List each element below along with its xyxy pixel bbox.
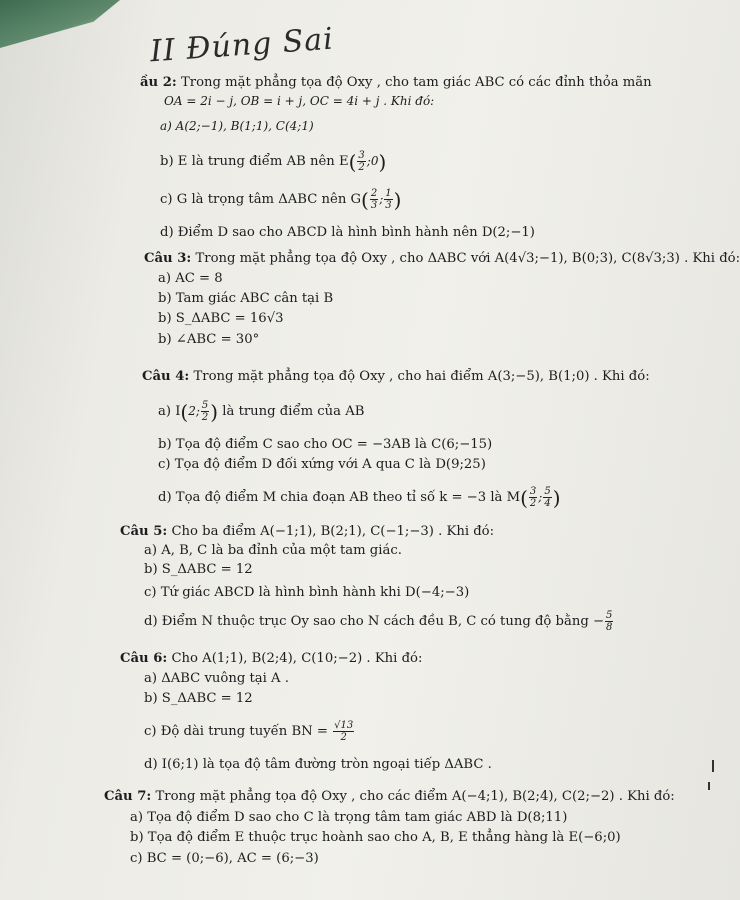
- q7-title: Câu 7:: [104, 789, 152, 804]
- q2-c-fraction-1: $\frac{2}{3}$: [370, 188, 378, 211]
- q2-option-b-text: b) E là trung điểm AB nên E: [160, 154, 349, 169]
- q4-header: [142, 368, 650, 386]
- q7-option-b: b) Tọa độ điểm E thuộc trục hoành sao cho A, B, E thẳng hàng là E(−6;0): [130, 830, 621, 845]
- q7-option-c: c) BC = (0;−6), AC = (6;−3): [130, 851, 319, 866]
- q4-d-fraction-1: $\frac{3}{2}$: [529, 486, 537, 509]
- q7-stem: Trong mặt phẳng tọa độ Oxy , cho các điểm A(−4;1), B(2;4), C(2;−2) . Khi đó:: [155, 789, 675, 804]
- q5-option-d: [144, 610, 614, 633]
- q5-title: Câu 5:: [120, 524, 168, 539]
- q3-stem: Trong mặt phẳng tọa độ Oxy , cho ΔABC với A(4√3;−1), B(0;3), C(8√3;3) . Khi đó:: [195, 251, 740, 266]
- q6-c-fraction: $\frac{√13}{2}$: [334, 720, 354, 743]
- q2-option-c: c) G là trọng tâm ΔABC nên G( $\frac{2}{3}$ ; $\frac{1}{3}$ ): [160, 188, 402, 212]
- q6-option-a: a) ΔABC vuông tại A .: [144, 671, 289, 686]
- q2-option-c-text: c) G là trọng tâm ΔABC nên G: [160, 192, 362, 207]
- q2-title: ầu 2:: [140, 75, 177, 90]
- margin-mark: [712, 760, 714, 772]
- q4-a-fraction: $\frac{5}{2}$: [201, 400, 209, 423]
- q2-option-b: b) E là trung điểm AB nên E( $\frac{3}{2}$ ;0): [160, 150, 387, 174]
- q4-stem: Trong mặt phẳng tọa độ Oxy , cho hai điểm A(3;−5), B(1;0) . Khi đó:: [193, 369, 650, 384]
- q3-option-d: b) ∠ABC = 30°: [158, 332, 260, 347]
- q4-option-d-pre: d) Tọa độ điểm M chia đoạn AB theo tỉ số k = −3 là M: [158, 490, 521, 505]
- q6-header: [120, 650, 422, 668]
- q6-option-c-pre: c) Độ dài trung tuyến BN =: [144, 724, 328, 739]
- q3-option-a: a) AC = 8: [158, 271, 223, 286]
- q3-option-b: b) Tam giác ABC cân tại B: [158, 291, 334, 306]
- q3-header: [144, 250, 740, 268]
- q3-option-c: b) S_ΔABC = 16√3: [158, 311, 284, 326]
- q6-stem: Cho A(1;1), B(2;4), C(10;−2) . Khi đó:: [171, 651, 423, 666]
- q7-header: [104, 788, 675, 806]
- q5-stem: Cho ba điểm A(−1;1), B(2;1), C(−1;−3) . Khi đó:: [171, 524, 495, 539]
- q6-title: Câu 6:: [120, 651, 168, 666]
- q4-title: Câu 4:: [142, 369, 190, 384]
- q2-vectors: OA = 2i − j, OB = i + j, OC = 4i + j . Khi đó:: [164, 94, 435, 108]
- q5-option-c: c) Tứ giác ABCD là hình bình hành khi D(−4;−3): [144, 585, 470, 600]
- q4-d-fraction-2: $\frac{5}{4}$: [544, 486, 551, 509]
- q6-option-b: b) S_ΔABC = 12: [144, 691, 253, 706]
- q7-option-a: a) Tọa độ điểm D sao cho C là trọng tâm tam giác ABD là D(8;11): [130, 810, 568, 825]
- margin-mark-2: [708, 782, 710, 790]
- q5-option-b: b) S_ΔABC = 12: [144, 562, 253, 577]
- q5-option-d-pre: d) Điểm N thuộc trục Oy sao cho N cách đều B, C có tung độ bằng −: [144, 614, 605, 629]
- q2-header: [140, 74, 652, 92]
- q4-option-a-pre: a) I: [158, 404, 181, 419]
- q5-header: [120, 523, 494, 541]
- q6-option-c: [144, 720, 355, 743]
- q4-option-d: d) Tọa độ điểm M chia đoạn AB theo tỉ số k = −3 là M( $\frac{3}{2}$ ; $\frac{5}{4}$ ): [158, 486, 561, 510]
- q2-option-a: a) A(2;−1), B(1;1), C(4;1): [160, 119, 314, 133]
- q5-option-a: a) A, B, C là ba đỉnh của một tam giác.: [144, 543, 402, 558]
- q4-option-b: b) Tọa độ điểm C sao cho OC = −3AB là C(6;−15): [158, 437, 493, 452]
- q4-option-c: c) Tọa độ điểm D đối xứng với A qua C là D(9;25): [158, 457, 486, 472]
- q6-option-d: d) I(6;1) là tọa độ tâm đường tròn ngoại tiếp ΔABC .: [144, 757, 492, 772]
- q4-option-a: a) I(2; $\frac{5}{2}$ ) là trung điểm của AB: [158, 400, 365, 424]
- q2-c-fraction-2: $\frac{1}{3}$: [385, 188, 392, 211]
- q5-d-fraction: $\frac{5}{8}$: [606, 610, 613, 633]
- q2-b-fraction: $\frac{3}{2}$: [358, 150, 365, 173]
- q2-stem: Trong mặt phẳng tọa độ Oxy , cho tam giác ABC có các đỉnh thỏa mãn: [180, 75, 652, 90]
- q3-title: Câu 3:: [144, 251, 192, 266]
- q2-option-d: d) Điểm D sao cho ABCD là hình bình hành nên D(2;−1): [160, 225, 535, 240]
- handwritten-heading: II Đúng Sai: [149, 21, 335, 70]
